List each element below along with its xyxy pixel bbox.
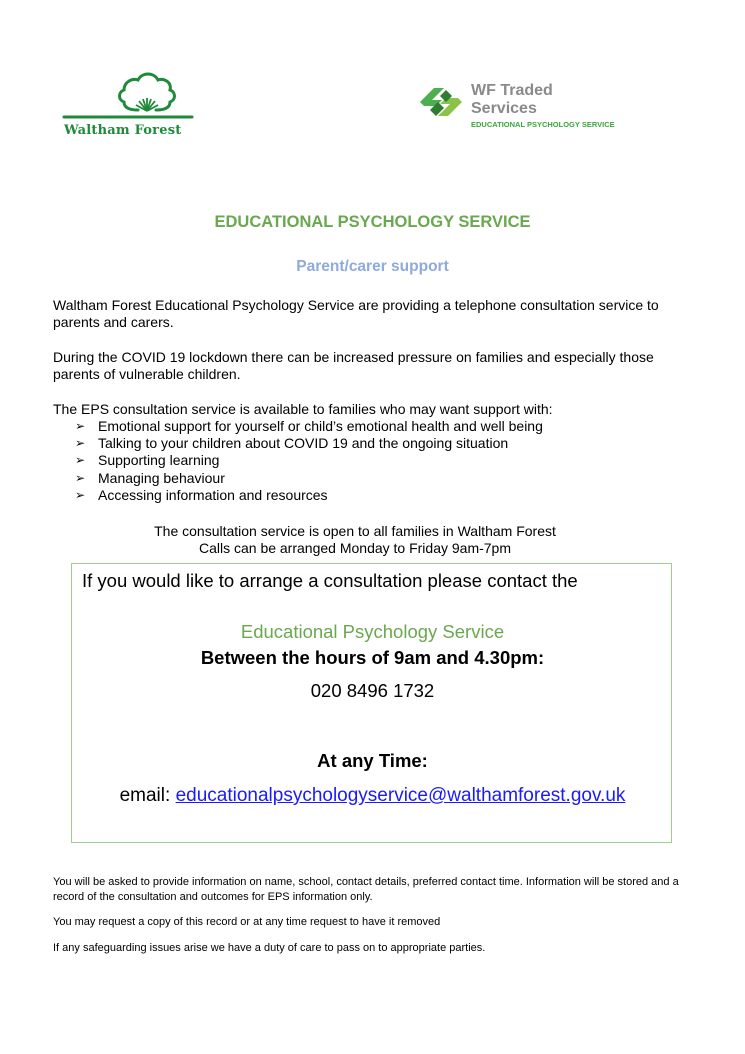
arrow-bullet-icon: ➢	[75, 436, 86, 451]
availability-hours: Calls can be arranged Monday to Friday 9am-7pm	[198, 540, 512, 556]
email-label: email:	[119, 785, 176, 806]
contact-service-name: Educational Psychology Service	[240, 621, 505, 642]
list-item: ➢ Emotional support for yourself or child’s emotional health and well being	[75, 418, 543, 434]
list-item: ➢ Managing behaviour	[75, 469, 225, 486]
traded-name-line1: WF Traded	[471, 82, 553, 99]
traded-services-subtitle: EDUCATIONAL PSYCHOLOGY SERVICE	[471, 120, 615, 129]
email-link[interactable]: educationalpsychologyservice@walthamforest.gov.uk	[175, 785, 626, 806]
office-hours-heading: Between the hours of 9am and 4.30pm:	[200, 647, 545, 668]
email-line	[72, 785, 673, 807]
support-intro-paragraph: The EPS consultation service is available to families who may want support with:	[53, 401, 553, 417]
safeguarding-notice: If any safeguarding issues arise we have a duty of care to pass on to appropriate parties.	[53, 942, 486, 954]
intro-paragraph: Waltham Forest Educational Psychology Service are providing a telephone consultation service to parents and carers.	[53, 297, 659, 330]
traded-arrows-icon	[416, 84, 466, 120]
contact-intro: If you would like to arrange a consultation please contact the	[82, 570, 578, 591]
arrow-bullet-icon: ➢	[75, 419, 86, 433]
traded-services-name	[471, 82, 553, 118]
records-notice: You may request a copy of this record or at any time request to have it removed	[53, 916, 441, 928]
info-notice: You will be asked to provide information on name, school, contact details, preferred contact time. Information will be stored and a record of the consultation and outcomes for EPS information only.	[53, 876, 679, 903]
list-item: ➢ Supporting learning	[75, 452, 220, 469]
traded-name-line2: Services	[471, 100, 537, 117]
contact-box	[71, 563, 672, 843]
wf-traded-services-logo	[416, 82, 646, 132]
list-item: ➢ Talking to your children about COVID 19 and the ongoing situation	[75, 435, 509, 452]
arrow-bullet-icon: ➢	[75, 487, 86, 502]
support-list	[75, 418, 543, 504]
covid-paragraph: During the COVID 19 lockdown there can be increased pressure on families and especially those parents of vulnerable children.	[53, 349, 654, 382]
arrow-bullet-icon: ➢	[75, 470, 86, 485]
waltham-forest-logo-text: Waltham Forest	[64, 123, 182, 138]
arrow-bullet-icon: ➢	[75, 453, 86, 468]
list-item: ➢ Accessing information and resources	[75, 486, 328, 503]
page-subtitle: Parent/carer support	[296, 258, 449, 275]
any-time-heading: At any Time:	[317, 750, 428, 771]
waltham-forest-logo	[58, 64, 198, 142]
tree-icon	[58, 64, 198, 124]
page-title: EDUCATIONAL PSYCHOLOGY SERVICE	[214, 213, 531, 231]
phone-number[interactable]: 020 8496 1732	[310, 680, 435, 701]
availability-line: The consultation service is open to all families in Waltham Forest	[154, 523, 556, 539]
